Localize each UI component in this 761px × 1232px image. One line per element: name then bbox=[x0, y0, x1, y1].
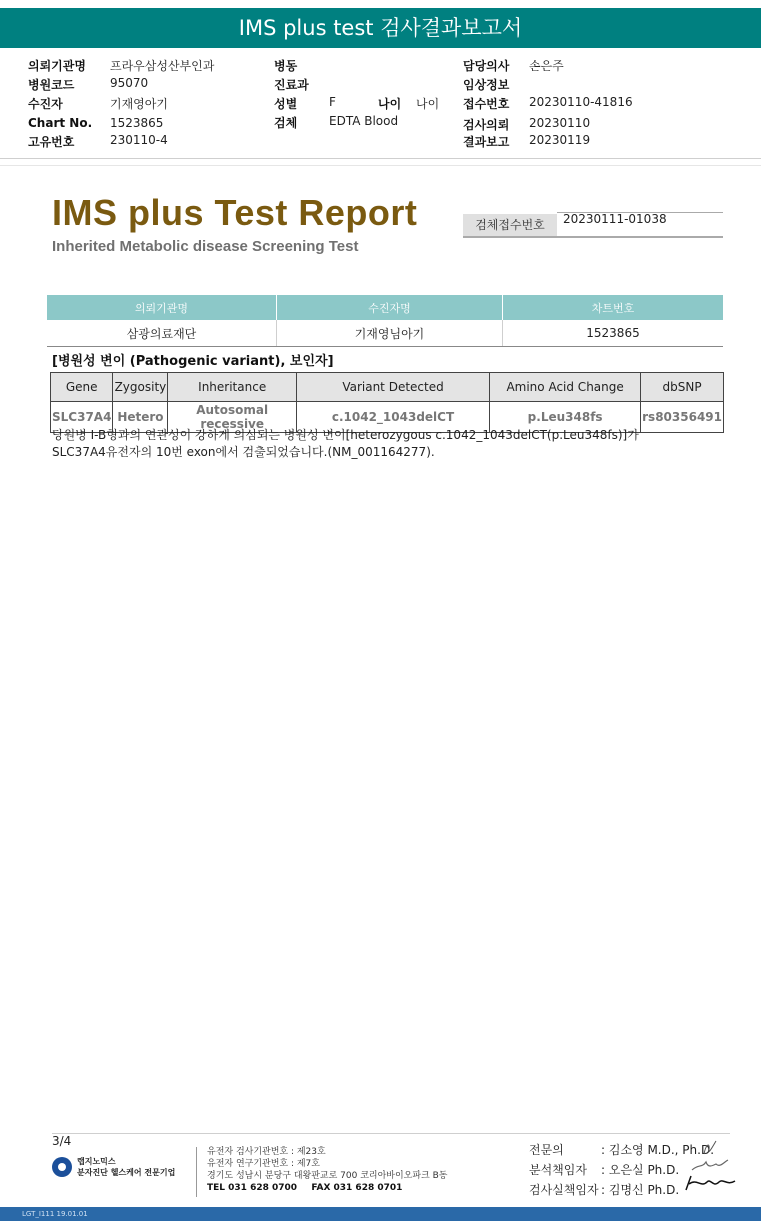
specimen-number-box bbox=[463, 212, 723, 238]
patient-summary-table bbox=[47, 295, 723, 347]
form-code: LGT_I111 19.01.01 bbox=[22, 1210, 88, 1218]
result-date-label: 결과보고 bbox=[463, 135, 510, 149]
unique-no-value: 230110-4 bbox=[110, 133, 168, 147]
specimen-number-label: 검체접수번호 bbox=[463, 214, 557, 236]
ward-label: 병동 bbox=[274, 59, 298, 73]
department-label: 진료과 bbox=[274, 78, 309, 92]
footer-bar bbox=[0, 1207, 761, 1221]
table-cell: SLC37A4 bbox=[51, 402, 113, 433]
table-cell: 삼광의료재단 bbox=[47, 320, 277, 347]
table-cell: rs80356491 bbox=[641, 402, 724, 433]
result-description bbox=[52, 427, 732, 461]
table-row bbox=[47, 320, 723, 347]
table-cell: Hetero bbox=[113, 402, 168, 433]
company-logo bbox=[52, 1157, 187, 1179]
signature-image bbox=[683, 1172, 739, 1194]
report-title-bar bbox=[0, 8, 761, 48]
table-cell: 기재영님아기 bbox=[277, 320, 503, 347]
footer-divider bbox=[52, 1133, 730, 1134]
page-number: 3/4 bbox=[52, 1134, 72, 1148]
description-line: 당원병 I-B형과의 연관성이 강하게 의심되는 병원성 변이[heterozygous c.1042_1043delCT(p.Leu348fs)]가 bbox=[52, 428, 639, 442]
specimen-number-value: 20230111-01038 bbox=[563, 212, 667, 226]
lab-info bbox=[207, 1146, 447, 1194]
section-title: [병원성 변이 (Pathogenic variant), 보인자] bbox=[52, 354, 334, 369]
doctor-label: 담당의사 bbox=[463, 59, 510, 73]
table-cell: 1523865 bbox=[503, 320, 724, 347]
table-cell: c.1042_1043delCT bbox=[296, 402, 489, 433]
signature-image bbox=[700, 1138, 720, 1158]
column-header: Inheritance bbox=[168, 373, 297, 402]
patient-info-block bbox=[0, 55, 761, 155]
column-header: 의뢰기관명 bbox=[47, 295, 277, 320]
table-header-row bbox=[51, 373, 724, 402]
signatory-role: 전문의 bbox=[529, 1143, 564, 1157]
description-line: SLC37A4유전자의 10번 exon에서 검출되었습니다.(NM_001164277). bbox=[52, 445, 435, 459]
logo-icon bbox=[52, 1157, 72, 1177]
table-cell: p.Leu348fs bbox=[490, 402, 641, 433]
report-header-title: IMS plus test 검사결과보고서 bbox=[238, 16, 523, 40]
sex-label: 성별 bbox=[274, 97, 298, 111]
institution-label: 의뢰기관명 bbox=[28, 59, 86, 73]
lab-contact bbox=[207, 1182, 447, 1194]
column-header: 수진자명 bbox=[277, 295, 503, 320]
divider bbox=[463, 236, 723, 238]
examinee-label: 수진자 bbox=[28, 97, 63, 111]
signatory-name: : 김명신 Ph.D. bbox=[601, 1183, 680, 1197]
lab-license: 유전자 검사기관번호 : 제23호 bbox=[207, 1147, 326, 1157]
age-value: 나이 bbox=[416, 97, 440, 111]
report-title: IMS plus Test Report bbox=[52, 192, 418, 233]
table-header-row bbox=[47, 295, 723, 320]
divider bbox=[0, 165, 761, 166]
receipt-label: 접수번호 bbox=[463, 97, 510, 111]
column-header: Zygosity bbox=[113, 373, 168, 402]
chart-label: Chart No. bbox=[28, 116, 93, 130]
signatory-role: 검사실책임자 bbox=[529, 1183, 599, 1197]
signatory-name: : 김소영 M.D., Ph.D. bbox=[601, 1143, 715, 1157]
hospital-code-label: 병원코드 bbox=[28, 78, 75, 92]
column-header: Amino Acid Change bbox=[490, 373, 641, 402]
receipt-value: 20230110-41816 bbox=[529, 95, 633, 109]
clinical-info-label: 임상정보 bbox=[463, 78, 510, 92]
specimen-label: 검체 bbox=[274, 116, 298, 130]
footer-vertical-divider bbox=[196, 1147, 197, 1197]
request-date-label: 검사의뢰 bbox=[463, 118, 510, 132]
examinee-value: 기재영아기 bbox=[110, 97, 168, 111]
logo-tagline: 분자진단 헬스케어 전문기업 bbox=[77, 1168, 176, 1177]
unique-no-label: 고유번호 bbox=[28, 135, 75, 149]
chart-value: 1523865 bbox=[110, 116, 164, 130]
request-date-value: 20230110 bbox=[529, 116, 591, 130]
signatory-name: : 오은실 Ph.D. bbox=[601, 1163, 680, 1177]
hospital-code-value: 95070 bbox=[110, 76, 149, 90]
doctor-value: 손은주 bbox=[529, 59, 564, 73]
institution-value: 프라우삼성산부인과 bbox=[110, 59, 215, 73]
column-header: 차트번호 bbox=[503, 295, 724, 320]
lab-tel: TEL 031 628 0700 bbox=[207, 1183, 298, 1193]
divider bbox=[0, 158, 761, 159]
result-date-value: 20230119 bbox=[529, 133, 591, 147]
column-header: Gene bbox=[51, 373, 113, 402]
lab-research-license: 유전자 연구기관번호 : 제7호 bbox=[207, 1159, 320, 1169]
table-cell: Autosomal recessive bbox=[168, 402, 297, 433]
column-header: Variant Detected bbox=[296, 373, 489, 402]
column-header: dbSNP bbox=[641, 373, 724, 402]
logo-name: 랩지노믹스 bbox=[77, 1157, 116, 1166]
specimen-value: EDTA Blood bbox=[329, 114, 399, 128]
lab-address: 경기도 성남시 분당구 대왕판교로 700 코리아바이오파크 B동 bbox=[207, 1171, 448, 1181]
signatory-role: 분석책임자 bbox=[529, 1163, 587, 1177]
variant-table bbox=[50, 372, 724, 433]
age-label: 나이 bbox=[378, 97, 402, 111]
signatory-row bbox=[529, 1140, 714, 1160]
report-subtitle: Inherited Metabolic disease Screening Test bbox=[52, 238, 359, 255]
sex-value: F bbox=[329, 95, 336, 109]
lab-fax: FAX 031 628 0701 bbox=[311, 1183, 403, 1193]
